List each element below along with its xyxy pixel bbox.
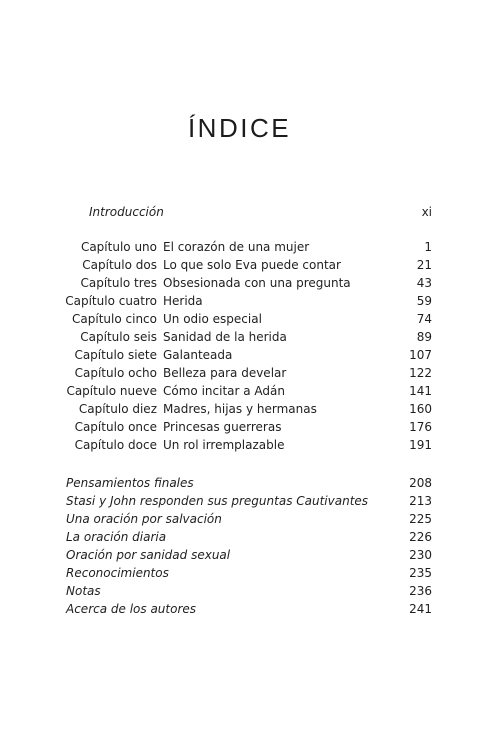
- end-matter-page: 225: [409, 512, 432, 526]
- end-matter-page: 236: [409, 584, 432, 598]
- chapter-label: Capítulo nueve: [66, 384, 157, 398]
- chapter-label: Capítulo doce: [74, 438, 157, 452]
- chapter-page: 43: [416, 276, 432, 290]
- end-matter-page: 213: [409, 494, 432, 508]
- end-matter-page: 235: [409, 566, 432, 580]
- chapter-label: Capítulo once: [74, 420, 157, 434]
- intro-page: xi: [421, 205, 432, 219]
- chapter-page: 176: [409, 420, 432, 434]
- chapter-page: 59: [416, 294, 432, 308]
- chapter-title: El corazón de una mujer: [163, 240, 310, 254]
- chapter-title: Un odio especial: [163, 312, 262, 326]
- end-matter-page: 208: [409, 476, 432, 490]
- chapter-title: Galanteada: [163, 348, 233, 362]
- chapter-label: Capítulo dos: [82, 258, 157, 272]
- chapter-page: 160: [409, 402, 432, 416]
- chapter-title: Lo que solo Eva puede contar: [163, 258, 341, 272]
- end-matter-label: Acerca de los autores: [66, 602, 197, 616]
- chapter-label: Capítulo cinco: [72, 312, 157, 326]
- chapter-page: 107: [409, 348, 432, 362]
- end-matter-label: La oración diaria: [66, 530, 167, 544]
- page-title: ÍNDICE: [187, 113, 292, 143]
- chapter-page: 74: [416, 312, 432, 326]
- chapter-label: Capítulo siete: [74, 348, 157, 362]
- chapter-title: Sanidad de la herida: [163, 330, 287, 344]
- end-matter-label: Oración por sanidad sexual: [66, 548, 231, 562]
- chapter-label: Capítulo tres: [80, 276, 157, 290]
- end-matter-page: 241: [409, 602, 432, 616]
- end-matter-label: Reconocimientos: [66, 566, 169, 580]
- chapter-page: 21: [416, 258, 432, 272]
- end-matter-page: 226: [409, 530, 432, 544]
- chapter-label: Capítulo uno: [80, 240, 157, 254]
- chapter-page: 122: [409, 366, 432, 380]
- intro-label: Introducción: [89, 205, 164, 219]
- end-matter-label: Pensamientos finales: [66, 476, 194, 490]
- end-matter-label: Stasi y John responden sus preguntas Cautivantes: [66, 494, 369, 508]
- chapter-title: Princesas guerreras: [163, 420, 282, 434]
- end-matter-label: Notas: [66, 584, 101, 598]
- chapter-title: Obsesionada con una pregunta: [163, 276, 351, 290]
- chapter-title: Herida: [163, 294, 203, 308]
- chapter-page: 141: [409, 384, 432, 398]
- chapter-title: Madres, hijas y hermanas: [163, 402, 317, 416]
- chapter-label: Capítulo diez: [78, 402, 157, 416]
- end-matter-page: 230: [409, 548, 432, 562]
- chapter-page: 1: [424, 240, 432, 254]
- chapter-page: 191: [409, 438, 432, 452]
- chapter-label: Capítulo ocho: [74, 366, 157, 380]
- chapter-page: 89: [416, 330, 432, 344]
- chapter-title: Belleza para develar: [163, 366, 287, 380]
- chapter-title: Un rol irremplazable: [163, 438, 285, 452]
- chapter-label: Capítulo cuatro: [65, 294, 157, 308]
- chapter-title: Cómo incitar a Adán: [163, 384, 285, 398]
- end-matter-label: Una oración por salvación: [66, 512, 222, 526]
- chapter-label: Capítulo seis: [80, 330, 157, 344]
